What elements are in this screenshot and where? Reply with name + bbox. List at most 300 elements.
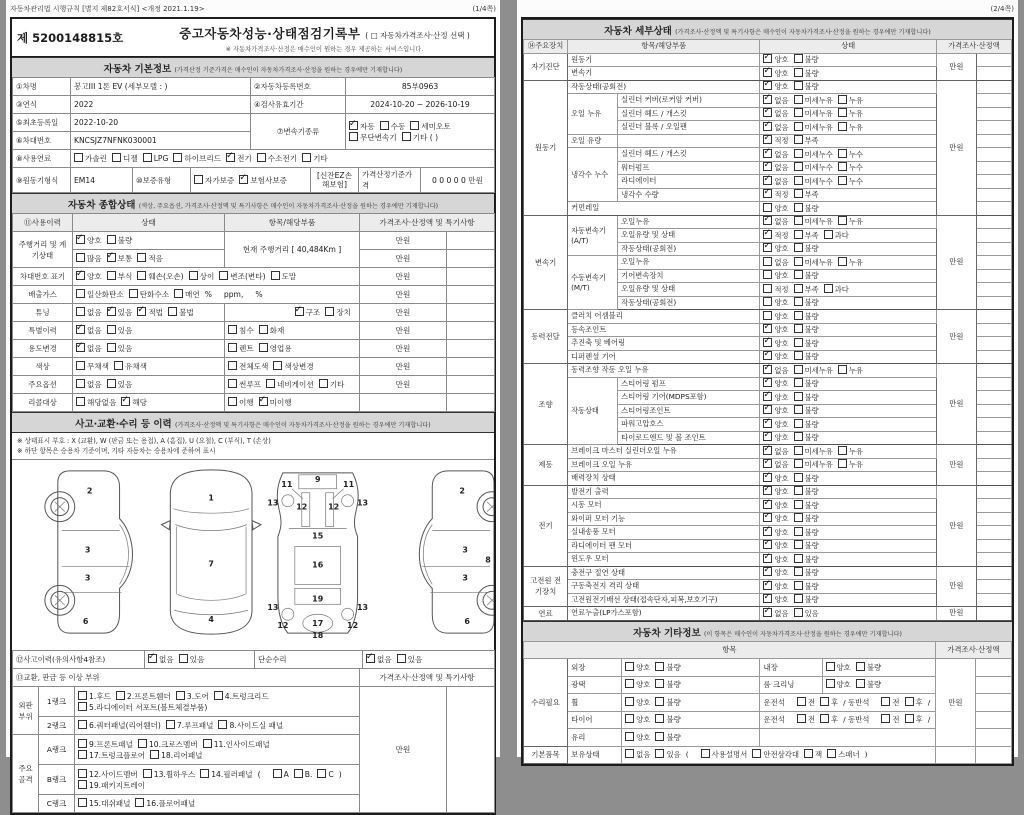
checkbox-option: [794, 513, 819, 524]
checkbox[interactable]: [794, 432, 803, 441]
checkbox[interactable]: [794, 81, 803, 90]
checked-checkbox[interactable]: [763, 527, 772, 536]
checkbox-option: [763, 608, 788, 619]
vin-label: ⑥차대번호: [13, 132, 71, 150]
option-text: ): [338, 769, 342, 779]
checked-checkbox[interactable]: [763, 405, 772, 414]
checked-checkbox[interactable]: [259, 397, 268, 406]
checkbox[interactable]: [78, 739, 87, 748]
checkbox-option: [294, 769, 313, 779]
checkbox[interactable]: [794, 149, 803, 158]
checkbox-option: [838, 108, 863, 119]
checkbox[interactable]: [838, 257, 847, 266]
checkbox[interactable]: [794, 284, 803, 293]
checkbox[interactable]: [655, 714, 664, 723]
checkbox[interactable]: [76, 289, 85, 298]
checkbox-option: [763, 135, 788, 146]
option-label: 미세누유: [804, 446, 833, 456]
checked-checkbox[interactable]: [763, 500, 772, 509]
checkbox[interactable]: [794, 392, 803, 401]
checkbox[interactable]: [655, 732, 664, 741]
checkbox[interactable]: [655, 749, 664, 758]
option-text: / 동반석: [843, 697, 870, 707]
checkbox[interactable]: [794, 581, 803, 590]
checkbox[interactable]: [794, 108, 803, 117]
option-label: 있음: [117, 308, 133, 317]
checkbox-option: [325, 307, 351, 318]
diagram-part-number: 19: [312, 594, 324, 604]
checkbox[interactable]: [168, 307, 177, 316]
checked-checkbox[interactable]: [763, 486, 772, 495]
checkbox-option: [794, 149, 833, 160]
checkbox[interactable]: [625, 714, 634, 723]
checkbox[interactable]: [625, 679, 634, 688]
checkbox[interactable]: [78, 702, 87, 711]
option-label: 양호: [774, 433, 789, 443]
checkbox[interactable]: [827, 749, 836, 758]
tuning-label: 튜닝: [13, 304, 73, 322]
item-label: 실린더 헤드 / 개스킷: [618, 107, 760, 121]
checked-checkbox[interactable]: [239, 175, 248, 184]
diagram-part-number: 7: [208, 559, 214, 569]
checked-checkbox[interactable]: [763, 554, 772, 563]
checkbox[interactable]: [794, 216, 803, 225]
checkbox[interactable]: [107, 379, 116, 388]
checkbox-option: [143, 153, 169, 163]
checkbox[interactable]: [838, 122, 847, 131]
option-label: 불량: [666, 697, 681, 707]
checkbox[interactable]: [228, 379, 237, 388]
checked-checkbox[interactable]: [763, 176, 772, 185]
checkbox[interactable]: [228, 361, 237, 370]
checked-checkbox[interactable]: [76, 271, 85, 280]
checkbox[interactable]: [116, 691, 125, 700]
checkbox[interactable]: [317, 769, 326, 778]
checkbox[interactable]: [794, 122, 803, 131]
checkbox[interactable]: [701, 749, 710, 758]
checkbox[interactable]: [838, 446, 847, 455]
checkbox[interactable]: [794, 68, 803, 77]
checkbox-option: [794, 392, 819, 403]
checkbox[interactable]: [794, 324, 803, 333]
price-blank: [976, 458, 1011, 472]
checked-checkbox[interactable]: [148, 654, 157, 663]
checkbox-option: [366, 654, 392, 665]
checked-checkbox[interactable]: [763, 365, 772, 374]
checked-checkbox[interactable]: [137, 307, 146, 316]
option-label: 매연: [185, 290, 200, 299]
checkbox[interactable]: [794, 365, 803, 374]
checkbox[interactable]: [794, 135, 803, 144]
option-label: 미세누유: [804, 95, 833, 105]
checkbox[interactable]: [881, 714, 890, 723]
checkbox[interactable]: [166, 720, 175, 729]
checkbox[interactable]: [397, 654, 406, 663]
checkbox[interactable]: [794, 270, 803, 279]
checked-checkbox[interactable]: [763, 567, 772, 576]
car-diagram: [12, 460, 494, 651]
checkbox[interactable]: [794, 230, 803, 239]
year-value: 2022: [71, 96, 251, 114]
option-label: 미세누유: [804, 109, 833, 119]
checkbox[interactable]: [794, 473, 803, 482]
checked-checkbox[interactable]: [76, 343, 85, 352]
checkbox[interactable]: [763, 270, 772, 279]
item-label: 디퍼렌셜 기어: [568, 350, 760, 364]
checkbox[interactable]: [402, 132, 411, 141]
recall-part-options: [225, 394, 360, 412]
base-price-value: 0 0 0 0 0 만원: [421, 168, 495, 193]
checkbox[interactable]: [107, 235, 116, 244]
option-label: 10.크로스멤버: [148, 739, 198, 749]
price-blank: [976, 148, 1011, 162]
form-title: 중고자동차성능·상태점검기록부: [179, 26, 361, 41]
option-label: 6.쿼터패널(리어휀더): [89, 721, 161, 731]
accident-history-note: (가격조사·산정액 및 특기사항은 매수인이 자동차가격조사·산정을 원하는 경우에만 기재합니다): [175, 422, 431, 429]
checkbox[interactable]: [838, 176, 847, 185]
checked-checkbox[interactable]: [226, 153, 235, 162]
checked-checkbox[interactable]: [763, 189, 772, 198]
option-label: 네비게이션: [277, 380, 314, 389]
checkbox[interactable]: [179, 654, 188, 663]
option-label: 불량: [804, 325, 819, 335]
checked-checkbox[interactable]: [763, 581, 772, 590]
checkbox[interactable]: [794, 500, 803, 509]
checked-checkbox[interactable]: [763, 378, 772, 387]
checkbox-option: [137, 307, 163, 318]
option-label: 양호: [774, 581, 789, 591]
checked-checkbox[interactable]: [349, 121, 358, 130]
color-options: [73, 358, 225, 376]
checkbox-option: [794, 581, 819, 592]
checkbox[interactable]: [228, 343, 237, 352]
exchange-label: ⑬교환, 판금 등 이상 부위: [13, 669, 360, 687]
checked-checkbox[interactable]: [763, 135, 772, 144]
checked-checkbox[interactable]: [763, 446, 772, 455]
checkbox[interactable]: [794, 351, 803, 360]
checkbox[interactable]: [794, 405, 803, 414]
checkbox[interactable]: [881, 697, 890, 706]
option-label: 침수: [239, 326, 254, 335]
checkbox[interactable]: [74, 153, 83, 162]
checkbox-option: [239, 175, 287, 186]
status-options: [760, 67, 936, 81]
device-group-label: 자기진단: [524, 53, 568, 80]
checkbox[interactable]: [259, 325, 268, 334]
checked-checkbox[interactable]: [763, 243, 772, 252]
option-label: 8.사이드실 패널: [229, 721, 284, 731]
checkbox[interactable]: [266, 379, 275, 388]
checked-checkbox[interactable]: [763, 162, 772, 171]
checked-checkbox[interactable]: [295, 307, 304, 316]
checkbox[interactable]: [794, 554, 803, 563]
checkbox[interactable]: [625, 732, 634, 741]
price-blank: [976, 67, 1011, 81]
checked-checkbox[interactable]: [763, 324, 772, 333]
checkbox[interactable]: [214, 691, 223, 700]
checked-checkbox[interactable]: [763, 594, 772, 603]
option-label: 누수: [848, 176, 863, 186]
checked-checkbox[interactable]: [763, 54, 772, 63]
checkbox-option: [121, 397, 147, 408]
checkbox[interactable]: [856, 662, 865, 671]
title-main: [157, 19, 494, 56]
polish-options: [622, 676, 760, 694]
option-label: 불량: [804, 55, 819, 65]
checked-checkbox[interactable]: [763, 392, 772, 401]
checkbox[interactable]: [189, 271, 198, 280]
checkbox[interactable]: [271, 271, 280, 280]
price-cell: 만원: [936, 310, 976, 364]
checkbox[interactable]: [173, 153, 182, 162]
checkbox[interactable]: [824, 284, 833, 293]
checkbox[interactable]: [625, 749, 634, 758]
checkbox[interactable]: [228, 325, 237, 334]
checked-checkbox[interactable]: [763, 230, 772, 239]
form-page-2: [517, 0, 1018, 760]
option-label: 전기: [237, 154, 252, 163]
checked-checkbox[interactable]: [763, 149, 772, 158]
checkbox[interactable]: [78, 780, 87, 789]
checked-checkbox[interactable]: [107, 253, 116, 262]
checkbox[interactable]: [794, 446, 803, 455]
checkbox-option: [763, 311, 788, 322]
checkbox[interactable]: [824, 230, 833, 239]
checked-checkbox[interactable]: [107, 307, 116, 316]
checkbox[interactable]: [294, 769, 303, 778]
checkbox[interactable]: [838, 216, 847, 225]
price-blank: [447, 376, 495, 394]
checkbox[interactable]: [794, 608, 803, 617]
checkbox[interactable]: [763, 311, 772, 320]
checkbox[interactable]: [826, 662, 835, 671]
checkbox[interactable]: [78, 750, 87, 759]
checkbox[interactable]: [804, 749, 813, 758]
checkbox-option: [794, 567, 819, 578]
checkbox-option: [179, 654, 205, 665]
checkbox[interactable]: [319, 379, 328, 388]
checkbox[interactable]: [820, 697, 829, 706]
checked-checkbox[interactable]: [763, 473, 772, 482]
checked-checkbox[interactable]: [366, 654, 375, 663]
checkbox[interactable]: [794, 419, 803, 428]
checked-checkbox[interactable]: [763, 216, 772, 225]
checkbox[interactable]: [380, 121, 389, 130]
checkbox-option: [189, 271, 215, 282]
checkbox[interactable]: [794, 338, 803, 347]
checkbox[interactable]: [794, 486, 803, 495]
checkbox[interactable]: [794, 540, 803, 549]
option-label: 없음: [87, 326, 102, 335]
room-cleaning-label: 룸 크리닝: [760, 676, 822, 694]
checkbox[interactable]: [905, 697, 914, 706]
checkbox-option: [794, 486, 819, 497]
checkbox[interactable]: [794, 95, 803, 104]
checkbox[interactable]: [905, 714, 914, 723]
checked-checkbox[interactable]: [763, 419, 772, 428]
checkbox-option: [763, 500, 788, 511]
col-item-part: 항목/해당부품: [568, 40, 760, 54]
checkbox[interactable]: [794, 189, 803, 198]
checkbox[interactable]: [78, 798, 87, 807]
checkbox[interactable]: [107, 271, 116, 280]
checkbox[interactable]: [218, 720, 227, 729]
checkbox-option: [76, 379, 102, 390]
checkbox[interactable]: [143, 153, 152, 162]
checkbox[interactable]: [794, 162, 803, 171]
option-label: 없음: [774, 365, 789, 375]
checkbox[interactable]: [838, 162, 847, 171]
checkbox[interactable]: [76, 253, 85, 262]
checkbox[interactable]: [219, 271, 228, 280]
diagram-part-number: 8: [485, 555, 491, 565]
checkbox[interactable]: [838, 365, 847, 374]
diagram-part-number: 2: [86, 487, 93, 497]
checked-checkbox[interactable]: [763, 513, 772, 522]
checkbox[interactable]: [794, 257, 803, 266]
checkbox[interactable]: [820, 714, 829, 723]
checkbox[interactable]: [797, 697, 806, 706]
option-label: 부족: [804, 230, 819, 240]
special-history-options: [73, 322, 225, 340]
checkbox[interactable]: [76, 379, 85, 388]
checkbox[interactable]: [78, 691, 87, 700]
checked-checkbox[interactable]: [763, 338, 772, 347]
checkbox[interactable]: [200, 769, 209, 778]
checked-checkbox[interactable]: [76, 235, 85, 244]
usage-change-options: [73, 340, 225, 358]
price-blank: [976, 296, 1011, 310]
option-label: 불량: [804, 392, 819, 402]
status-options: [760, 580, 936, 594]
checkbox[interactable]: [349, 132, 358, 141]
checkbox[interactable]: [76, 397, 85, 406]
checkbox[interactable]: [794, 459, 803, 468]
checkbox[interactable]: [838, 459, 847, 468]
checkbox[interactable]: [826, 679, 835, 688]
checkbox[interactable]: [228, 397, 237, 406]
device-group-label: 전기: [524, 485, 568, 566]
checkbox[interactable]: [135, 798, 144, 807]
checkbox[interactable]: [129, 289, 138, 298]
checkbox[interactable]: [107, 343, 116, 352]
checkbox[interactable]: [107, 325, 116, 334]
checkbox[interactable]: [794, 297, 803, 306]
item-label: 발전기 출력: [568, 485, 760, 499]
checkbox-option: [794, 81, 819, 92]
checked-checkbox[interactable]: [763, 459, 772, 468]
checkbox[interactable]: [325, 307, 334, 316]
checkbox[interactable]: [794, 513, 803, 522]
checkbox[interactable]: [143, 769, 152, 778]
checked-checkbox[interactable]: [76, 325, 85, 334]
checkbox[interactable]: [78, 720, 87, 729]
checkbox[interactable]: [625, 662, 634, 671]
checkbox[interactable]: [114, 361, 123, 370]
price-blank: [976, 350, 1011, 364]
checkbox[interactable]: [257, 153, 266, 162]
checkbox-option: [794, 432, 819, 443]
checked-checkbox[interactable]: [763, 108, 772, 117]
checkbox[interactable]: [138, 739, 147, 748]
checkbox[interactable]: [838, 149, 847, 158]
checkbox[interactable]: [856, 679, 865, 688]
checkbox[interactable]: [76, 361, 85, 370]
item-label: 시동 모터: [568, 499, 760, 513]
checkbox[interactable]: [273, 769, 282, 778]
checkbox[interactable]: [273, 361, 282, 370]
checked-checkbox[interactable]: [763, 540, 772, 549]
checkbox[interactable]: [838, 108, 847, 117]
checkbox[interactable]: [797, 714, 806, 723]
checkbox-option: [794, 311, 819, 322]
checkbox[interactable]: [752, 749, 761, 758]
checked-checkbox[interactable]: [763, 68, 772, 77]
checkbox[interactable]: [302, 153, 311, 162]
checkbox[interactable]: [794, 567, 803, 576]
checked-checkbox[interactable]: [763, 608, 772, 617]
checkbox[interactable]: [176, 691, 185, 700]
checkbox[interactable]: [410, 121, 419, 130]
checkbox[interactable]: [763, 284, 772, 293]
checkbox[interactable]: [763, 257, 772, 266]
checkbox[interactable]: [794, 176, 803, 185]
checkbox[interactable]: [794, 203, 803, 212]
checked-checkbox[interactable]: [763, 351, 772, 360]
checkbox[interactable]: [794, 594, 803, 603]
checkbox-option: [763, 122, 788, 133]
checkbox[interactable]: [794, 527, 803, 536]
diagram-part-number: 13: [267, 603, 279, 613]
checkbox[interactable]: [76, 307, 85, 316]
checked-checkbox[interactable]: [763, 95, 772, 104]
option-label: 4.트렁크리드: [224, 691, 269, 701]
checkbox[interactable]: [794, 311, 803, 320]
checked-checkbox[interactable]: [763, 432, 772, 441]
checkbox[interactable]: [763, 297, 772, 306]
checkbox[interactable]: [137, 271, 146, 280]
checkbox[interactable]: [174, 289, 183, 298]
checked-checkbox[interactable]: [763, 81, 772, 90]
checkbox[interactable]: [838, 95, 847, 104]
checked-checkbox[interactable]: [763, 122, 772, 131]
tuning-options: [73, 304, 225, 322]
checked-checkbox[interactable]: [121, 397, 130, 406]
checkbox[interactable]: [794, 378, 803, 387]
checkbox[interactable]: [625, 697, 634, 706]
checkbox[interactable]: [259, 343, 268, 352]
checkbox-option: [76, 235, 102, 246]
checkbox[interactable]: [203, 739, 212, 748]
checkbox[interactable]: [78, 769, 87, 778]
checkbox-option: [824, 230, 849, 241]
checkbox-option: [794, 189, 819, 200]
checkbox[interactable]: [112, 153, 121, 162]
checkbox[interactable]: [137, 253, 146, 262]
checkbox[interactable]: [794, 54, 803, 63]
option-label: 불량: [804, 500, 819, 510]
option-label: 적정: [774, 284, 789, 294]
checkbox[interactable]: [655, 679, 664, 688]
checkbox-option: [794, 324, 819, 335]
checkbox[interactable]: [655, 662, 664, 671]
checkbox[interactable]: [655, 697, 664, 706]
checkbox[interactable]: [763, 203, 772, 212]
checkbox[interactable]: [794, 243, 803, 252]
checkbox[interactable]: [150, 750, 159, 759]
option-label: 불량: [804, 68, 819, 78]
checkbox[interactable]: [194, 175, 203, 184]
